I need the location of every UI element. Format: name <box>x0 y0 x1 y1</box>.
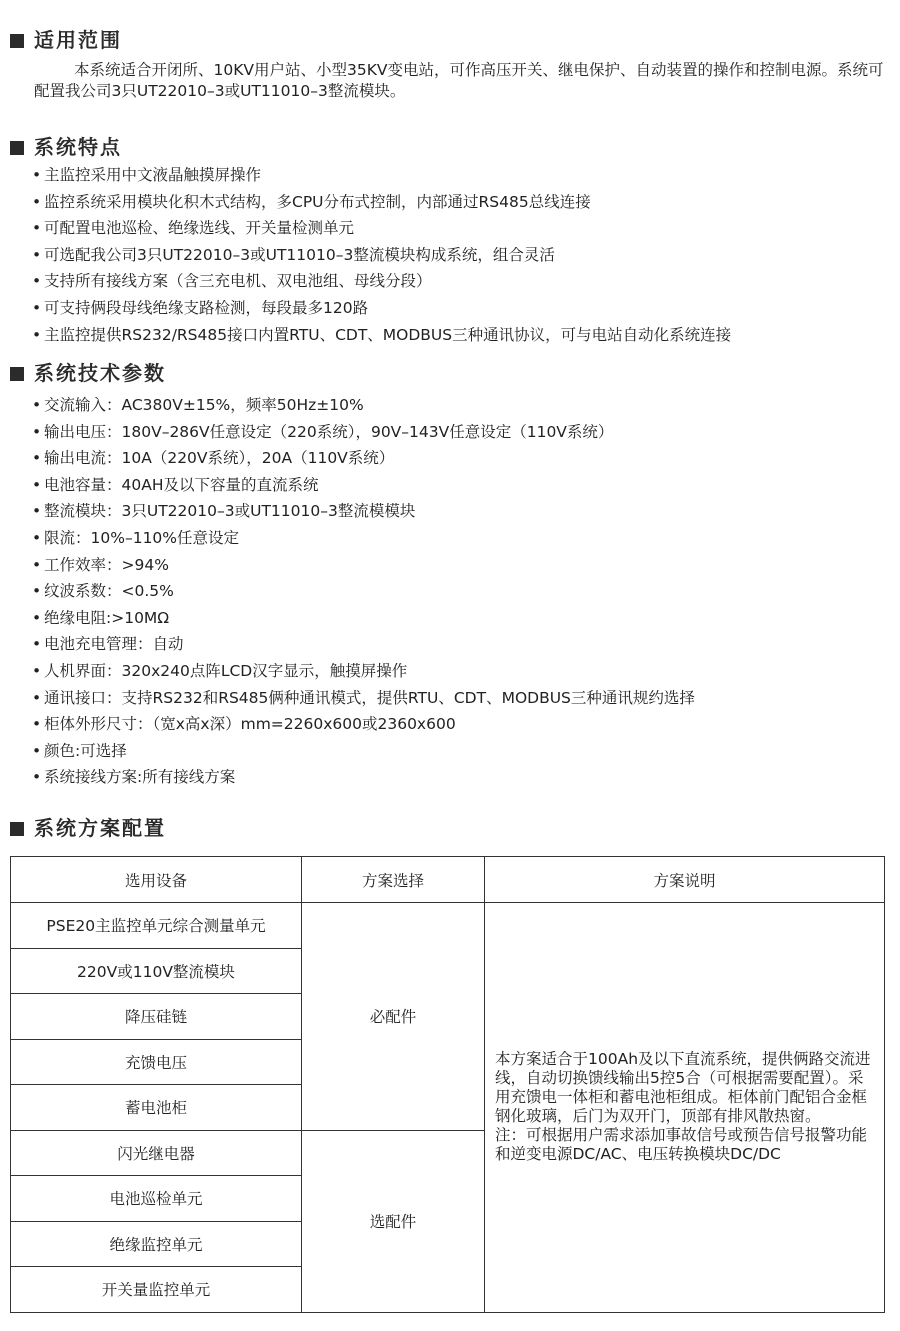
section-heading-config <box>10 812 166 841</box>
list-item: • 人机界面：320x240点阵LCD汉字显示，触摸屏操作 <box>32 658 695 685</box>
list-item: • 绝缘电阻:>10MΩ <box>32 605 695 632</box>
device-cell: 开关量监控单元 <box>11 1267 302 1313</box>
heading-text: 系统技术参数 <box>34 361 166 385</box>
section-heading-features <box>10 131 122 160</box>
list-item: • 整流模块：3只UT22010–3或UT11010–3整流模模块 <box>32 498 695 525</box>
list-item: • 交流输入：AC380V±15%，频率50Hz±10% <box>32 392 695 419</box>
heading-text: 系统特点 <box>34 135 122 159</box>
list-item: • 监控系统采用模块化积木式结构，多CPU分布式控制，内部通过RS485总线连接 <box>32 189 731 216</box>
device-cell: 电池巡检单元 <box>11 1176 302 1222</box>
device-cell: 降压硅链 <box>11 994 302 1040</box>
list-item: • 输出电压：180V–286V任意设定（220系统），90V–143V任意设定（110V系统） <box>32 419 695 446</box>
list-item: • 输出电流：10A（220V系统），20A（110V系统） <box>32 445 695 472</box>
square-bullet-icon <box>10 34 24 48</box>
device-cell: PSE20主监控单元综合测量单元 <box>11 903 302 949</box>
device-cell: 闪光继电器 <box>11 1130 302 1176</box>
scope-text: 本系统适合开闭所、10KV用户站、小型35KV变电站，可作高压开关、继电保护、自动装置的操作和控制电源。系统可配置我公司3只UT22010–3或UT11010–3整流模块。 <box>34 61 884 100</box>
list-item: • 电池容量：40AH及以下容量的直流系统 <box>32 472 695 499</box>
section-heading-scope <box>10 24 122 53</box>
description-note: 注：可根据用户需求添加事故信号或预告信号报警功能和逆变电源DC/AC、电压转换模块DC/DC <box>495 1126 868 1164</box>
description-cell <box>485 903 885 1313</box>
square-bullet-icon <box>10 367 24 381</box>
heading-text: 适用范围 <box>34 28 122 52</box>
list-item: • 颜色:可选择 <box>32 738 695 765</box>
header-option: 方案选择 <box>302 857 485 903</box>
required-cell: 必配件 <box>302 903 485 1131</box>
list-item: • 限流：10%–110%任意设定 <box>32 525 695 552</box>
device-cell: 充馈电压 <box>11 1039 302 1085</box>
list-item: • 可选配我公司3只UT22010–3或UT11010–3整流模块构成系统，组合灵活 <box>32 242 731 269</box>
list-item: • 可配置电池巡检、绝缘选线、开关量检测单元 <box>32 215 731 242</box>
param-list <box>32 392 695 791</box>
section-heading-params <box>10 357 166 386</box>
list-item: • 主监控提供RS232/RS485接口内置RTU、CDT、MODBUS三种通讯协议，可与电站自动化系统连接 <box>32 322 731 349</box>
feature-list <box>32 162 731 348</box>
list-item: • 纹波系数：<0.5% <box>32 578 695 605</box>
table-row <box>11 903 885 949</box>
heading-text: 系统方案配置 <box>34 816 166 840</box>
list-item: • 系统接线方案:所有接线方案 <box>32 764 695 791</box>
optional-cell: 选配件 <box>302 1130 485 1312</box>
list-item: • 通讯接口：支持RS232和RS485俩种通讯模式，提供RTU、CDT、MODBUS三种通讯规约选择 <box>32 685 695 712</box>
square-bullet-icon <box>10 822 24 836</box>
list-item: • 支持所有接线方案（含三充电机、双电池组、母线分段） <box>32 268 731 295</box>
scope-paragraph <box>34 60 890 102</box>
square-bullet-icon <box>10 141 24 155</box>
header-device: 选用设备 <box>11 857 302 903</box>
list-item: • 工作效率：>94% <box>32 552 695 579</box>
description-text: 本方案适合于100Ah及以下直流系统，提供俩路交流进线，自动切换馈线输出5控5合（可根据需要配置）。采用充馈电一体柜和蓄电池柜组成。柜体前门配铝合金框钢化玻璃，后门为双开门，顶部有排风散热窗。 <box>495 1050 871 1126</box>
config-table <box>10 856 885 1313</box>
header-description: 方案说明 <box>485 857 885 903</box>
list-item: • 柜体外形尺寸：（宽x高x深）mm=2260x600或2360x600 <box>32 711 695 738</box>
device-cell: 220V或110V整流模块 <box>11 948 302 994</box>
list-item: • 电池充电管理：自动 <box>32 631 695 658</box>
list-item: • 可支持俩段母线绝缘支路检测，每段最多120路 <box>32 295 731 322</box>
list-item: • 主监控采用中文液晶触摸屏操作 <box>32 162 731 189</box>
device-cell: 蓄电池柜 <box>11 1085 302 1131</box>
table-header-row <box>11 857 885 903</box>
device-cell: 绝缘监控单元 <box>11 1221 302 1267</box>
